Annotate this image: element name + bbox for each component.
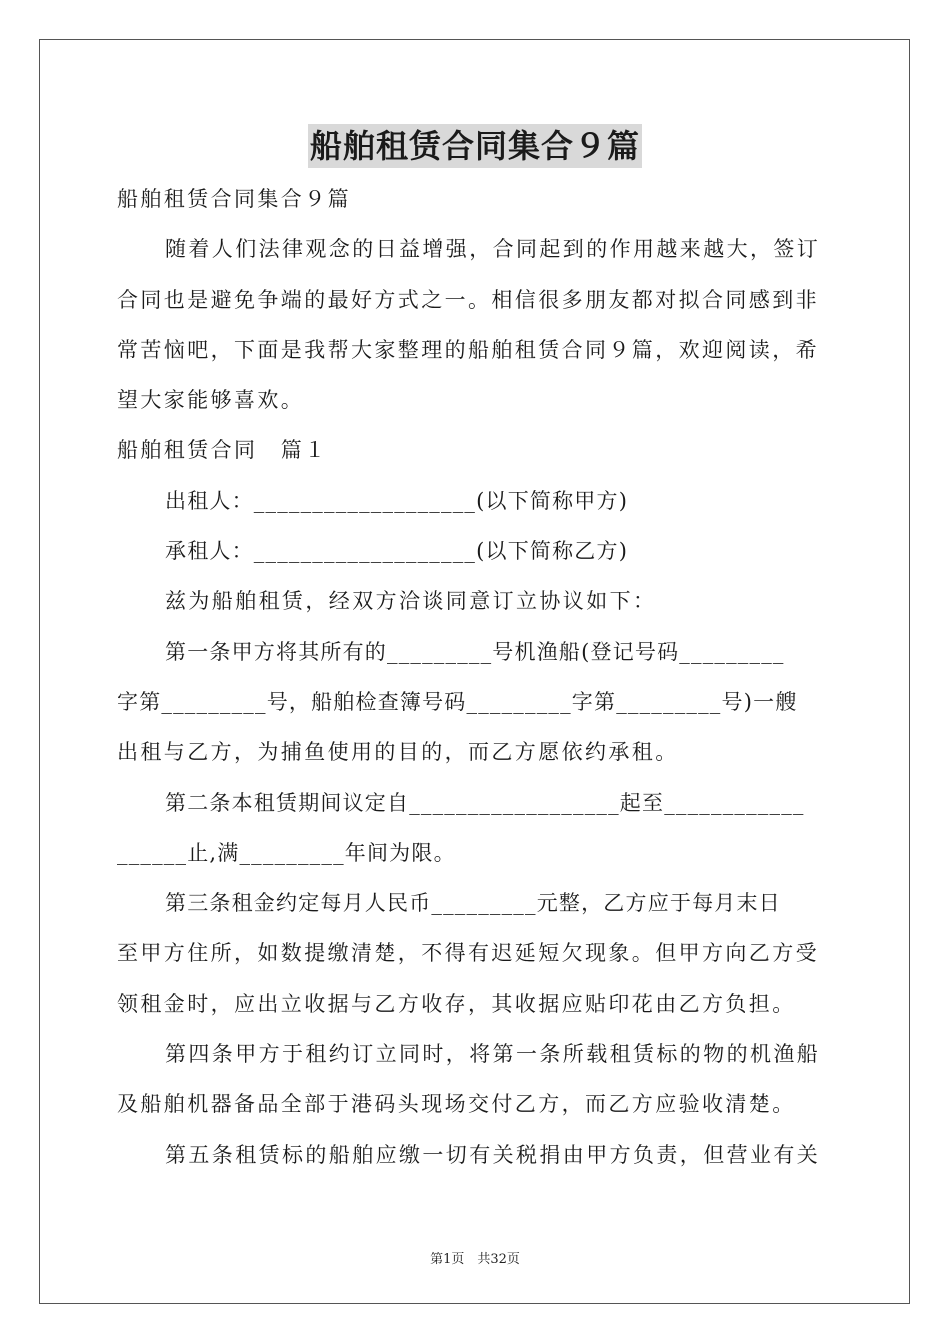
- document-title: 船舶租赁合同集合９篇: [308, 124, 642, 168]
- document-body: [117, 180, 835, 1186]
- article-1-line: 第一条甲方将其所有的_________号机渔船(登记号码_________: [165, 639, 785, 664]
- paragraph-line: 望大家能够喜欢。: [117, 388, 305, 413]
- article-2-line: 第二条本租赁期间议定自__________________起至____________: [165, 790, 805, 815]
- paragraph-line: 合同也是避免争端的最好方式之一。相信很多朋友都对拟合同感到非: [117, 287, 819, 312]
- article-3-line: 第三条租金约定每月人民币_________元整，乙方应于每月末日: [165, 891, 781, 916]
- article-5-line: 第五条租赁标的船舶应缴一切有关税捐由甲方负责，但营业有关: [165, 1142, 821, 1167]
- paragraph-line: 领租金时，应出立收据与乙方收存，其收据应贴印花由乙方负担。: [117, 991, 796, 1016]
- title-container: [0, 124, 950, 168]
- paragraph-line: 兹为船舶租赁，经双方洽谈同意订立协议如下：: [165, 589, 657, 614]
- page-footer: 第1页 共32页: [430, 1252, 520, 1267]
- section-heading: 船舶租赁合同 篇１: [117, 438, 328, 463]
- paragraph-line: 出租与乙方，为捕鱼使用的目的，而乙方愿依约承租。: [117, 740, 679, 765]
- paragraph-line: 随着人们法律观念的日益增强，合同起到的作用越来越大，签订: [165, 237, 821, 262]
- paragraph-line: 至甲方住所，如数提缴清楚，不得有迟延短欠现象。但甲方向乙方受: [117, 941, 819, 966]
- paragraph-line: ______止,满_________年间为限。: [117, 840, 456, 865]
- paragraph-line: 常苦恼吧，下面是我帮大家整理的船舶租赁合同９篇，欢迎阅读，希: [117, 337, 819, 362]
- lessor-line: 出租人：___________________(以下简称甲方): [165, 488, 629, 513]
- article-4-line: 第四条甲方于租约订立同时，将第一条所载租赁标的物的机渔船: [165, 1042, 821, 1067]
- paragraph-line: 及船舶机器备品全部于港码头现场交付乙方，而乙方应验收清楚。: [117, 1092, 796, 1117]
- lessee-line: 承租人：___________________(以下简称乙方): [165, 539, 629, 564]
- paragraph-line: 字第_________号，船舶检查簿号码_________字第_________号)一艘: [117, 689, 798, 714]
- subtitle-line: 船舶租赁合同集合９篇: [117, 187, 351, 211]
